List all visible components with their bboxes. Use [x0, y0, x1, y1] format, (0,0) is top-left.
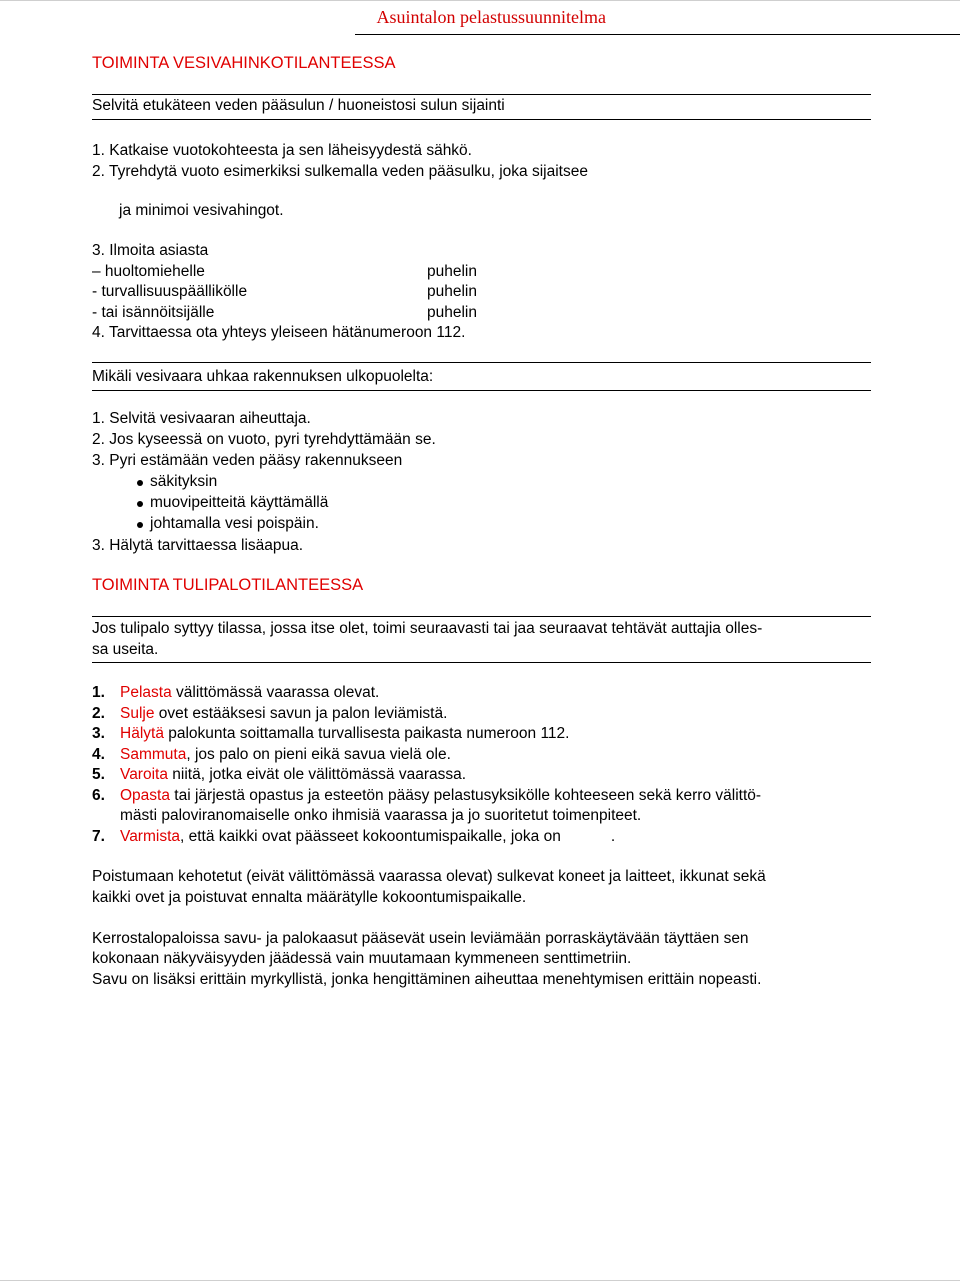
fire-step: 5. Varoita niitä, jotka eivät ole välittömässä vaarassa.	[92, 766, 467, 783]
section-rule	[92, 390, 871, 391]
fire-intro: Jos tulipalo syttyy tilassa, jossa itse olet, toimi seuraavasti tai jaa seuraavat tehtävät auttajia olles-	[92, 620, 763, 637]
fire-step: 7. Varmista, että kaikki ovat päässeet kokoontumispaikalle, joka on .	[92, 828, 616, 845]
water-step-2: 2. Tyrehdytä vuoto esimerkiksi sulkemalla veden pääsulku, joka sijaitsee	[92, 163, 588, 180]
fire-step: 6. Opasta tai järjestä opastus ja esteetön pääsy pelastusyksikölle kohteeseen sekä kerro välittö-	[92, 787, 762, 804]
outside-step: 3. Pyri estämään veden pääsy rakennukseen	[92, 452, 403, 469]
contact-who: - tai isännöitsijälle	[92, 304, 215, 321]
fire-step: 2. Sulje ovet estääksesi savun ja palon leviämistä.	[92, 705, 448, 722]
fire-paragraph: Poistumaan kehotetut (eivät välittömässä vaarassa olevat) sulkevat koneet ja laitteet, ikkunat sekä	[92, 868, 766, 885]
water-step-3: 3. Ilmoita asiasta	[92, 242, 209, 259]
outside-step: 2. Jos kyseessä on vuoto, pyri tyrehdyttämään se.	[92, 431, 436, 448]
outside-bullet: johtamalla vesi poispäin.	[150, 515, 319, 532]
water-step-2-cont: ja minimoi vesivahingot.	[119, 202, 284, 219]
contact-phone: puhelin	[427, 283, 477, 300]
outside-last-step: 3. Hälytä tarvittaessa lisäapua.	[92, 537, 304, 554]
section-rule	[92, 119, 871, 120]
water-step-4: 4. Tarvittaessa ota yhteys yleiseen hätänumeroon 112.	[92, 324, 466, 341]
running-header: Asuintalon pelastussuunnitelma	[376, 7, 606, 27]
fire-paragraph: Kerrostalopaloissa savu- ja palokaasut pääsevät usein leviämään porraskäytävään täyttäen sen	[92, 930, 749, 947]
section-rule	[92, 616, 871, 617]
fire-heading: TOIMINTA TULIPALOTILANTEESSA	[92, 576, 364, 594]
fire-intro: sa useita.	[92, 641, 159, 658]
water-step-1: 1. Katkaise vuotokohteesta ja sen läheisyydestä sähkö.	[92, 142, 472, 159]
outside-bullet: muovipeitteitä käyttämällä	[150, 494, 329, 511]
outside-heading: Mikäli vesivaara uhkaa rakennuksen ulkopuolelta:	[92, 368, 434, 385]
contact-who: - turvallisuuspäällikölle	[92, 283, 248, 300]
section-rule	[92, 94, 871, 95]
water-intro: Selvitä etukäteen veden pääsulun / huoneistosi sulun sijainti	[92, 97, 505, 114]
page-bottom-edge	[0, 1280, 960, 1281]
water-damage-heading: TOIMINTA VESIVAHINKOTILANTEESSA	[92, 54, 396, 72]
contact-phone: puhelin	[427, 304, 477, 321]
fire-step: 1. Pelasta välittömässä vaarassa olevat.	[92, 684, 380, 701]
page-top-edge	[0, 0, 960, 1]
header-rule	[355, 34, 960, 35]
bullet-icon	[137, 522, 143, 528]
fire-paragraph: kokonaan näkyväisyyden jäädessä vain muutamaan kymmeneen senttimetriin.	[92, 950, 632, 967]
fire-paragraph: kaikki ovet ja poistuvat ennalta määrätylle kokoontumispaikalle.	[92, 889, 527, 906]
fire-paragraph: Savu on lisäksi erittäin myrkyllistä, jonka hengittäminen aiheuttaa menehtymisen erittäin nopeasti.	[92, 971, 762, 988]
outside-step: 1. Selvitä vesivaaran aiheuttaja.	[92, 410, 311, 427]
section-rule	[92, 662, 871, 663]
contact-phone: puhelin	[427, 263, 477, 280]
fire-step-cont: mästi paloviranomaiselle onko ihmisiä vaarassa ja jo suoritetut toimenpiteet.	[120, 807, 642, 824]
bullet-icon	[137, 501, 143, 507]
outside-bullet: säkityksin	[150, 473, 218, 490]
fire-step: 4. Sammuta, jos palo on pieni eikä savua vielä ole.	[92, 746, 451, 763]
bullet-icon	[137, 480, 143, 486]
fire-step: 3. Hälytä palokunta soittamalla turvallisesta paikasta numeroon 112.	[92, 725, 570, 742]
section-rule	[92, 362, 871, 363]
contact-who: – huoltomiehelle	[92, 263, 205, 280]
